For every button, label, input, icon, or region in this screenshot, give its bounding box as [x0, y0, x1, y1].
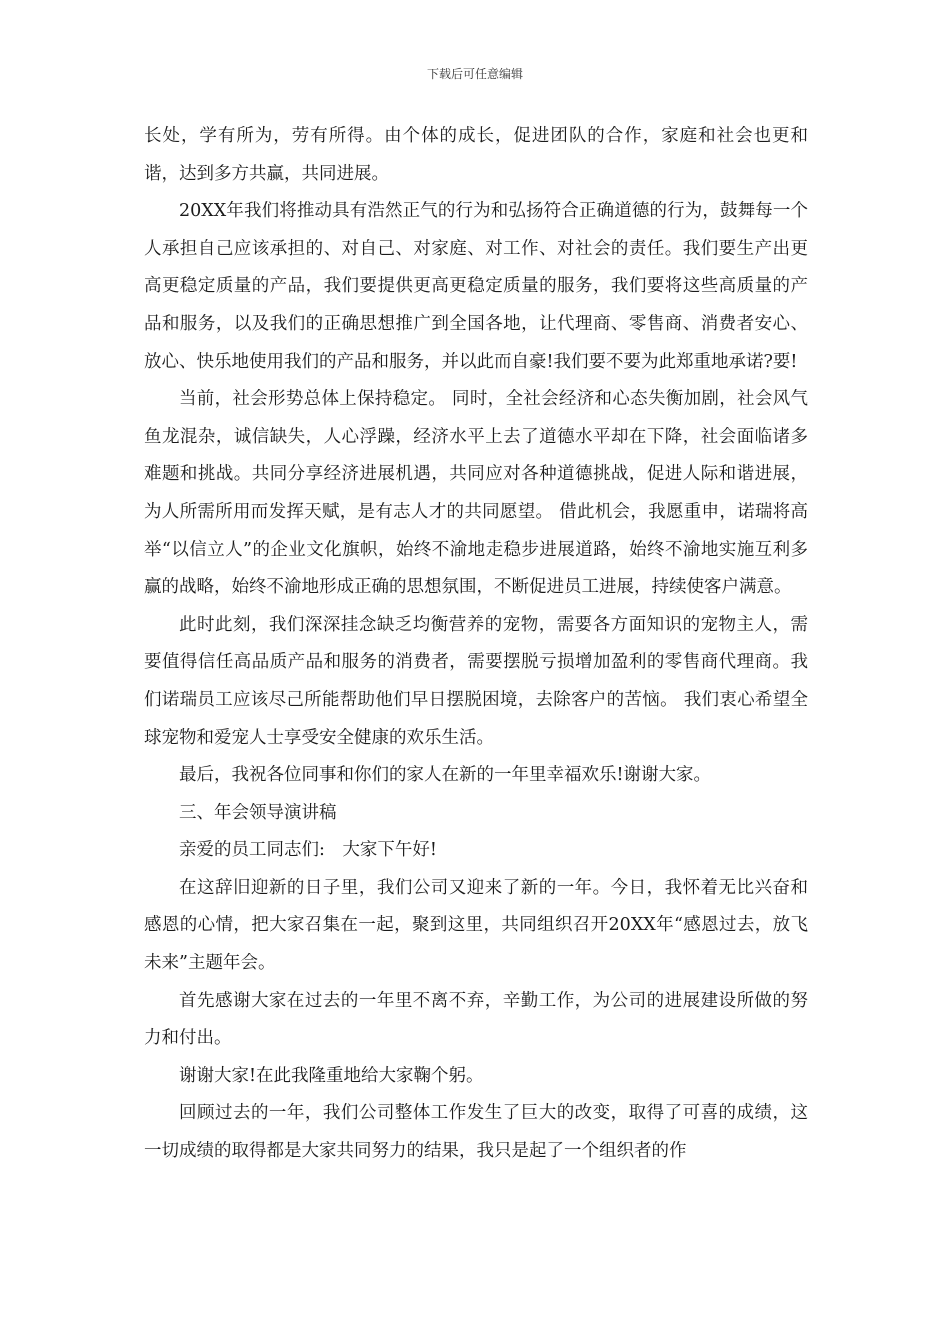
- page-header: 下载后可任意编辑: [426, 67, 523, 81]
- paragraph-3: 当前，社会形势总体上保持稳定。 同时，全社会经济和心态失衡加剧，社会风气鱼龙混杂，诚信缺失，人心浮躁，经济水平上去了道德水平却在下降，社会面临诸多难题和挑战。共同分享经济进展机遇，共同应对各种道德挑战，促进人际和谐进展，为人所需所用而发挥天赋，是有志人才的共同愿望。 借此机会，我愿重申，诺瑞将高举“以信立人”的企业文化旗帜，始终不渝地走稳步进展道路，始终不渝地实施互利多赢的战略，始终不渝地形成正确的思想氛围，不断促进员工进展，持续使客户满意。: [144, 389, 808, 598]
- paragraph-1: 长处，学有所为，劳有所得。由个体的成长，促进团队的合作，家庭和社会也更和谐，达到多方共赢，共同进展。: [144, 126, 808, 184]
- paragraph-5: 最后，我祝各位同事和你们的家人在新的一年里幸福欢乐!谢谢大家。: [179, 765, 712, 786]
- paragraph-2: 20XX年我们将推动具有浩然正气的行为和弘扬符合正确道德的行为，鼓舞每一个人承担自己应该承担的、对自己、对家庭、对工作、对社会的责任。我们要生产出更高更稳定质量的产品，我们要提供更高更稳定质量的服务，我们要将这些高质量的产品和服务，以及我们的正确思想推广到全国各地，让代理商、零售商、消费者安心、放心、快乐地使用我们的产品和服务，并以此而自豪!我们要不要为此郑重地承诺?要!: [144, 201, 808, 372]
- paragraph-8: 在这辞旧迎新的日子里，我们公司又迎来了新的一年。今日，我怀着无比兴奋和感恩的心情，把大家召集在一起，聚到这里，共同组织召开20XX年“感恩过去，放飞未来”主题年会。: [144, 877, 808, 974]
- paragraph-4: 此时此刻，我们深深挂念缺乏均衡营养的宠物，需要各方面知识的宠物主人，需要值得信任高品质产品和服务的消费者，需要摆脱亏损增加盈利的零售商代理商。我们诺瑞员工应该尽己所能帮助他们早日摆脱困境，去除客户的苦恼。 我们衷心希望全球宠物和爱宠人士享受安全健康的欢乐生活。: [144, 614, 808, 748]
- document-body: [144, 118, 808, 1171]
- paragraph-11: 回顾过去的一年，我们公司整体工作发生了巨大的改变，取得了可喜的成绩，这一切成绩的取得都是大家共同努力的结果，我只是起了一个组织者的作: [144, 1103, 808, 1162]
- section-heading: 三、年会领导演讲稿: [179, 802, 337, 823]
- paragraph-9: 首先感谢大家在过去的一年里不离不弃，辛勤工作，为公司的进展建设所做的努力和付出。: [144, 990, 808, 1049]
- salutation: 亲爱的员工同志们: 大家下午好!: [179, 840, 437, 861]
- paragraph-10: 谢谢大家!在此我隆重地给大家鞠个躬。: [179, 1065, 484, 1086]
